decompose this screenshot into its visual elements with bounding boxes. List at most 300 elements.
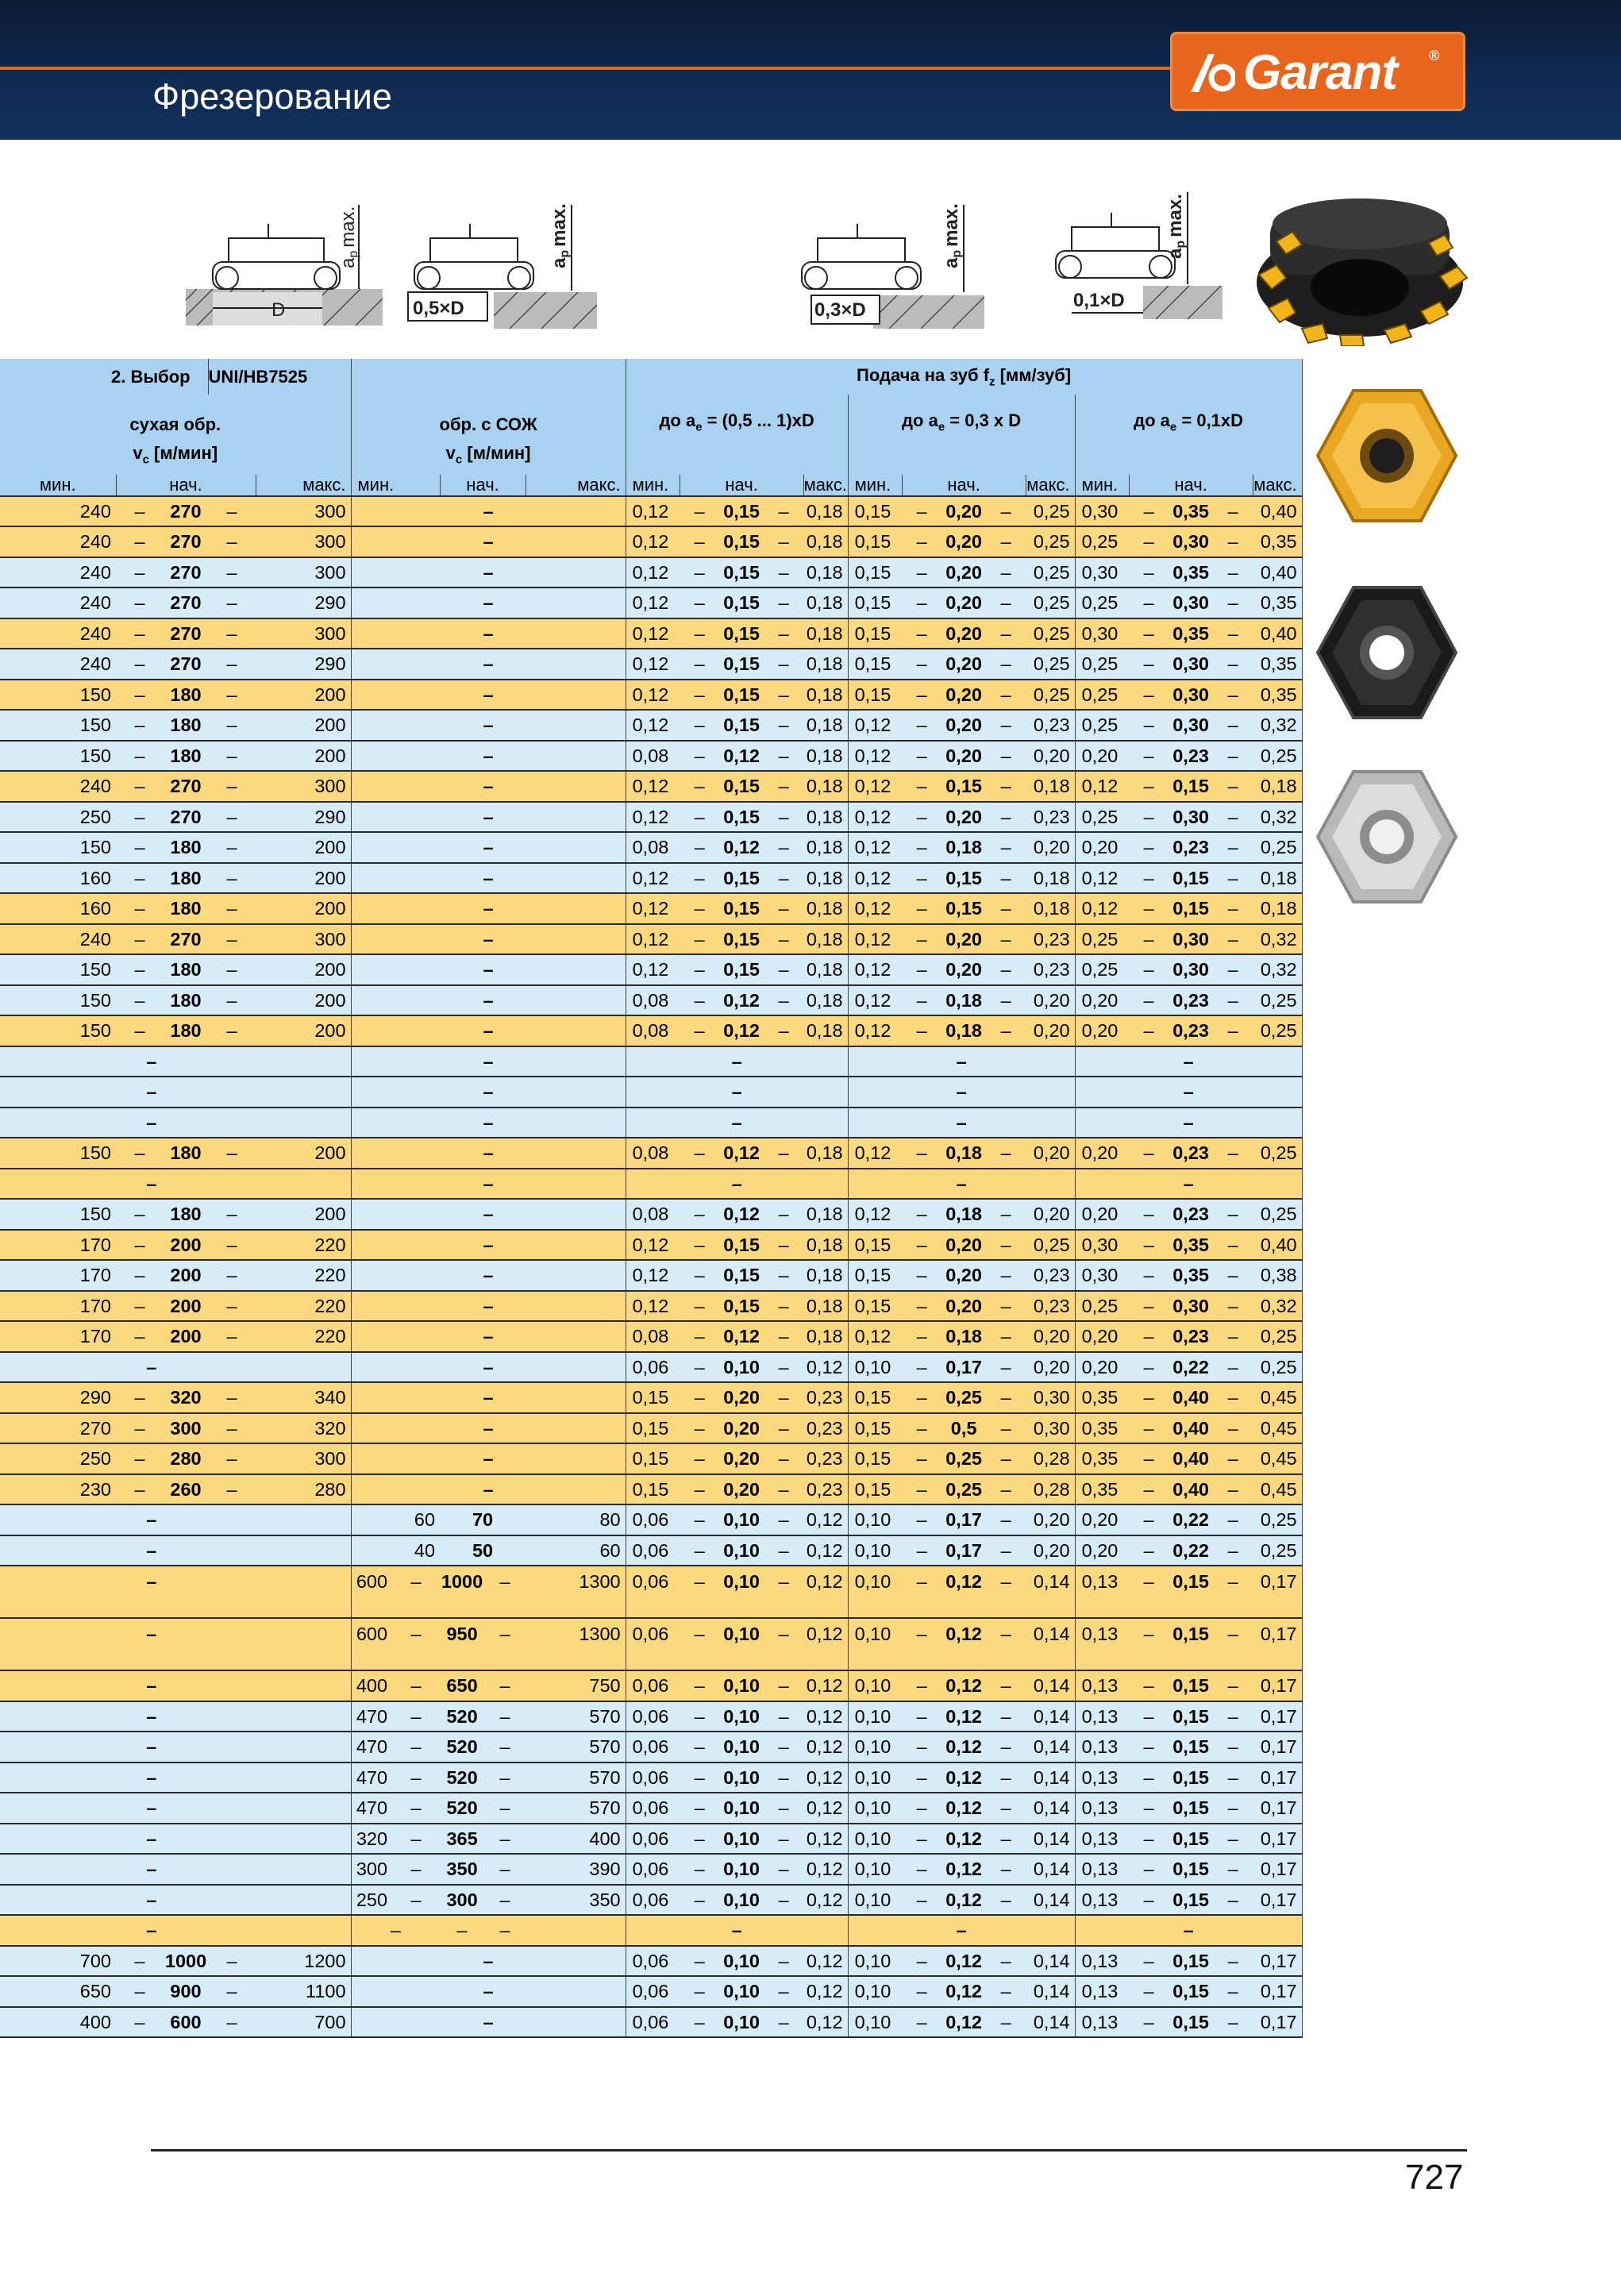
feed-min: 0,13 [1075,1566,1129,1618]
feed-start: 0,20 [941,1291,986,1322]
dash: – [902,1946,941,1977]
dash: – [484,1854,526,1885]
dash: – [116,710,164,741]
dash: – [902,893,941,924]
wet-min: 600 [351,1566,392,1618]
feed-max: 0,23 [1026,924,1075,955]
wet-max: 80 [526,1504,626,1535]
dash: – [764,1824,803,1855]
wet-empty: – [351,924,626,955]
dash: – [986,1824,1026,1855]
dash: – [680,1885,719,1916]
dash: – [680,832,719,863]
feed-start: 0,10 [719,1504,764,1535]
wet-empty: – [351,1015,626,1046]
page-header [0,0,1621,140]
wet-start: 50 [440,1535,526,1566]
feed-max: 0,12 [803,1504,848,1535]
table-row [0,618,1302,649]
feed-start: 0,20 [941,954,986,985]
feed-max: 0,14 [1026,1885,1075,1916]
dash: – [116,1138,164,1169]
dash: – [764,924,803,955]
dash: – [1129,985,1169,1016]
col-min-feed-2: мин. [848,475,902,496]
feed-max: 0,12 [803,2007,848,2038]
table-row [0,1169,1302,1200]
feed-max: 0,18 [803,618,848,649]
feed-start: 0,15 [1169,1762,1213,1793]
dry-start: 270 [164,771,208,802]
dash: – [1213,924,1253,955]
dash: – [680,1701,719,1732]
feed-start: 0,35 [1169,1260,1213,1291]
dash: – [764,1670,803,1701]
dash: – [1213,1352,1253,1383]
dash: – [764,1474,803,1505]
feed-max: 0,25 [1253,1504,1302,1535]
feed-min: 0,13 [1075,1824,1129,1855]
dry-empty: – [0,1046,351,1077]
col-start-feed-3: нач. [1129,475,1253,496]
feed-start: 0,10 [719,1762,764,1793]
feed-max: 0,38 [1253,1260,1302,1291]
feed-start: 0,23 [1169,985,1213,1016]
table-row [0,1535,1302,1566]
feed-min: 0,12 [626,1230,680,1261]
dash: – [392,1670,440,1701]
wet-empty: – [351,1138,626,1169]
dash: – [680,2007,719,2038]
feed-min: 0,08 [626,1138,680,1169]
feed-min: 0,13 [1075,1618,1129,1670]
feed-start: 0,10 [719,1701,764,1732]
dash: – [1129,1321,1169,1352]
col-min-feed-1: мин. [626,475,680,496]
dash: – [392,1701,440,1732]
diagram-2-ap-label: apmax. [549,203,572,268]
dash: – [986,1670,1026,1701]
feed-start: 0,10 [719,1885,764,1916]
dash: – [680,1732,719,1762]
feed-max: 0,18 [803,710,848,741]
feed-min: 0,13 [1075,1670,1129,1701]
feed-max: 0,14 [1026,2007,1075,2038]
feed-min: 0,06 [626,1824,680,1855]
dash: – [986,954,1026,985]
dry-start: 180 [164,710,208,741]
feed-max: 0,45 [1253,1474,1302,1505]
dash: – [986,680,1026,711]
feed-max: 0,17 [1253,1885,1302,1916]
feed-max: 0,12 [803,1566,848,1618]
feed-max: 0,28 [1026,1474,1075,1505]
feed-min: 0,06 [626,1885,680,1916]
feed-max: 0,14 [1026,1566,1075,1618]
feed-min: 0,12 [848,832,902,863]
dry-min: 150 [0,741,116,772]
dry-max: 700 [256,2007,351,2038]
dash: – [764,1566,803,1618]
feed-min: 0,15 [626,1443,680,1474]
dash: – [1129,893,1169,924]
feed-start: 0,15 [719,496,764,527]
feed-min: 0,12 [626,496,680,527]
dash: – [208,893,256,924]
feed-min: 0,12 [848,924,902,955]
feed-start: 0,40 [1169,1413,1213,1444]
dash: – [1213,1504,1253,1535]
dash: – [902,1854,941,1885]
dash: – [986,985,1026,1016]
feed-max: 0,18 [803,526,848,557]
col-start-feed-1: нач. [680,475,803,496]
feed-max: 0,18 [803,1138,848,1169]
feed-start: 0,10 [719,1618,764,1670]
dash: – [1213,1443,1253,1474]
feed-start: 0,18 [941,1199,986,1230]
feed-min: 0,06 [626,1854,680,1885]
dash: – [902,832,941,863]
silver-insert-image [1310,765,1461,908]
wet-empty: – [351,680,626,711]
feed-min: 0,12 [848,893,902,924]
dash: – [1129,954,1169,985]
feed-max: 0,30 [1026,1382,1075,1413]
dry-machining-header: сухая обр. $v_c$ [м/мин] [0,395,351,474]
table-row [0,526,1302,557]
dash: – [986,1291,1026,1322]
dash: – [1129,1413,1169,1444]
wet-empty: – [351,1352,626,1383]
wet-start: 520 [440,1762,484,1793]
feed-max: 0,14 [1026,1762,1075,1793]
dash: – [484,1670,526,1701]
feed-start: 0,15 [719,954,764,985]
dash: – [764,1793,803,1824]
dash: – [484,1732,526,1762]
dash: – [116,1976,164,2007]
dash: – [1129,526,1169,557]
feed-min: 0,25 [1075,924,1129,955]
feed-start: 0,15 [1169,1885,1213,1916]
col-max-feed-1: макс. [803,474,847,495]
dash: – [986,741,1026,772]
dry-min: 170 [0,1260,116,1291]
wet-empty: – [351,1413,626,1444]
dry-start: 180 [164,1199,208,1230]
col-start-dry: нач. [116,475,256,496]
dash: – [1213,1230,1253,1261]
feed-start: 0,12 [941,1701,986,1732]
dry-empty: – [0,1732,351,1762]
feed-max: 0,12 [803,1793,848,1824]
feed-min: 0,12 [1075,863,1129,894]
feed-max: 0,25 [1026,618,1075,649]
dry-min: 170 [0,1321,116,1352]
feed-start: 0,15 [1169,863,1213,894]
feed-start: 0,20 [941,924,986,955]
dash: – [764,1976,803,2007]
dry-empty: – [0,1108,351,1138]
feed-max: 0,14 [1026,1824,1075,1855]
dash: – [680,526,719,557]
feed-start: 0,30 [1169,954,1213,985]
feed-min: 0,06 [626,1618,680,1670]
dash: – [902,1885,941,1916]
feed-min: 0,06 [626,1732,680,1762]
feed-max: 0,25 [1026,1230,1075,1261]
dash: – [1129,557,1169,588]
feed-max: 0,23 [1026,710,1075,741]
dash: – [208,526,256,557]
feed-min: 0,10 [848,1946,902,1977]
feed-max: 0,18 [803,1015,848,1046]
table-row [0,1260,1302,1291]
dry-empty: – [0,1618,351,1670]
feed-min: 0,30 [1075,1260,1129,1291]
dash: – [902,1701,941,1732]
dash: – [1129,1291,1169,1322]
table-row [0,1291,1302,1322]
feed-start: 0,15 [1169,1732,1213,1762]
dry-start: 180 [164,1138,208,1169]
dash: – [986,924,1026,955]
dash: – [902,680,941,711]
dash: – [1129,1618,1169,1670]
feed-min: 0,15 [848,1291,902,1322]
table-row [0,496,1302,527]
dry-min: 160 [0,863,116,894]
feed-min: 0,12 [626,1291,680,1322]
feed-min: 0,08 [626,832,680,863]
dash: – [484,1824,526,1855]
diagram-3-label: 0,3×D [814,299,866,321]
dry-start: 200 [164,1230,208,1261]
dry-min: 150 [0,1138,116,1169]
feed-start: 0,20 [941,1230,986,1261]
diagram-4-label: 0,1×D [1073,290,1125,311]
dash: – [1129,1670,1169,1701]
dash: – [1213,863,1253,894]
feed-min: 0,20 [1075,1199,1129,1230]
feed-empty: – [626,1169,848,1200]
dash: – [1213,557,1253,588]
dash: – [764,587,803,618]
feed-start: 0,10 [719,1854,764,1885]
table-row [0,1670,1302,1701]
dry-max: 290 [256,587,351,618]
dash: – [902,1793,941,1824]
dry-start: 180 [164,741,208,772]
feed-min: 0,10 [848,2007,902,2038]
dash: – [986,1138,1026,1169]
table-row [0,1443,1302,1474]
dash: – [1129,832,1169,863]
feed-min: 0,35 [1075,1443,1129,1474]
wet-empty: – [351,1077,626,1108]
feed-start: 0,35 [1169,1230,1213,1261]
feed-max: 0,32 [1253,710,1302,741]
dry-empty: – [0,1504,351,1535]
dash: – [208,924,256,955]
feed-min: 0,06 [626,1762,680,1793]
dash: – [680,1946,719,1977]
feed-start: 0,30 [1169,587,1213,618]
dash: – [1129,1793,1169,1824]
dry-max: 200 [256,680,351,711]
dash: – [116,1230,164,1261]
feed-min: 0,12 [626,618,680,649]
dash: – [680,1762,719,1793]
feed-min: 0,06 [626,2007,680,2038]
dry-min: 240 [0,618,116,649]
dash: – [1129,924,1169,955]
feed-min: 0,10 [848,1854,902,1885]
feed-min: 0,15 [848,587,902,618]
feed-max: 0,23 [1026,1291,1075,1322]
feed-start: 0,12 [719,985,764,1016]
dry-start: 200 [164,1260,208,1291]
feed-max: 0,30 [1026,1413,1075,1444]
dash: – [764,1199,803,1230]
table-row [0,771,1302,802]
feed-start: 0,25 [941,1474,986,1505]
feed-max: 0,17 [1253,1824,1302,1855]
feed-min: 0,15 [626,1474,680,1505]
dry-min: 290 [0,1382,116,1413]
feed-min: 0,20 [1075,1321,1129,1352]
feed-empty: – [848,1108,1075,1138]
dash: – [680,863,719,894]
dash: – [986,649,1026,680]
feed-start: 0,15 [1169,1793,1213,1824]
table-row [0,1199,1302,1230]
feed-start: 0,23 [1169,1321,1213,1352]
dash: – [1129,1732,1169,1762]
dry-max: 200 [256,1199,351,1230]
dash: – [680,680,719,711]
dash: – [1213,1138,1253,1169]
feed-max: 0,32 [1253,924,1302,955]
dry-max: 200 [256,741,351,772]
dash: – [392,1854,440,1885]
feed-start: 0,15 [1169,1566,1213,1618]
feed-start: 0,20 [719,1443,764,1474]
feed-start: 0,15 [1169,1946,1213,1977]
dash: – [764,1701,803,1732]
dash: – [764,1382,803,1413]
wet-empty: – [351,1382,626,1413]
dash: – [1129,1199,1169,1230]
feed-start: 0,15 [719,649,764,680]
dash: – [1213,1701,1253,1732]
feed-min: 0,15 [848,1474,902,1505]
feed-max: 0,20 [1026,1015,1075,1046]
dry-empty: – [0,1169,351,1200]
feed-start: 0,15 [719,893,764,924]
dry-max: 290 [256,649,351,680]
dash: – [680,1138,719,1169]
feed-max: 0,17 [1253,1854,1302,1885]
feed-empty: – [1075,1077,1302,1108]
dash: – [986,863,1026,894]
feed-max: 0,18 [1026,771,1075,802]
brand-registered-mark: ® [1429,48,1440,64]
feed-start: 0,15 [719,526,764,557]
dash: – [1213,680,1253,711]
feed-max: 0,18 [803,1291,848,1322]
feed-min: 0,20 [1075,1138,1129,1169]
dry-empty: – [0,1701,351,1732]
feed-min: 0,15 [626,1413,680,1444]
wet-max: 570 [526,1732,626,1762]
feed-max: 0,45 [1253,1413,1302,1444]
feed-min: 0,35 [1075,1474,1129,1505]
feed-max: 0,12 [803,1762,848,1793]
wet-empty [526,1915,626,1946]
dash: – [392,1885,440,1916]
dash: – [902,1504,941,1535]
feed-min: 0,13 [1075,1976,1129,2007]
dash: – [1213,832,1253,863]
dash: – [208,832,256,863]
dash: – [116,863,164,894]
feed-max: 0,35 [1253,649,1302,680]
feed-min: 0,25 [1075,649,1129,680]
wet-empty: – [351,1443,626,1474]
feed-min: 0,10 [848,1535,902,1566]
feed-min: 0,12 [626,526,680,557]
wet-max: 400 [526,1824,626,1855]
feed-max: 0,45 [1253,1443,1302,1474]
dash: – [986,1443,1026,1474]
feed-max: 0,18 [1253,863,1302,894]
garant-logo [1170,32,1465,111]
feed-min: 0,10 [848,1762,902,1793]
dash: – [1129,618,1169,649]
dry-start: 270 [164,587,208,618]
ae-group-2-header: до $a_e = 0,3$ x D [848,395,1075,474]
dry-start: 180 [164,954,208,985]
dash: – [902,1230,941,1261]
dash: – [1213,1474,1253,1505]
wet-min: 400 [351,1670,392,1701]
dash: – [116,1199,164,1230]
feed-min: 0,13 [1075,1762,1129,1793]
feed-start: 0,12 [941,2007,986,2038]
dash: – [902,1535,941,1566]
dry-max: 200 [256,832,351,863]
feed-start: 0,12 [941,1854,986,1885]
feed-empty: – [848,1915,1075,1946]
dash: – [680,1474,719,1505]
page-number: 727 [1405,2158,1464,2197]
wet-empty: – [351,1108,626,1138]
feed-max: 0,18 [803,649,848,680]
dry-max: 300 [256,771,351,802]
feed-max: 0,25 [1253,1352,1302,1383]
dry-empty: – [0,1077,351,1108]
dash: – [680,1260,719,1291]
dash: – [208,649,256,680]
dash: – [986,771,1026,802]
dash: – [764,2007,803,2038]
wet-empty: – [351,741,626,772]
dash: – [764,771,803,802]
dash: – [1213,587,1253,618]
dash: – [1129,587,1169,618]
